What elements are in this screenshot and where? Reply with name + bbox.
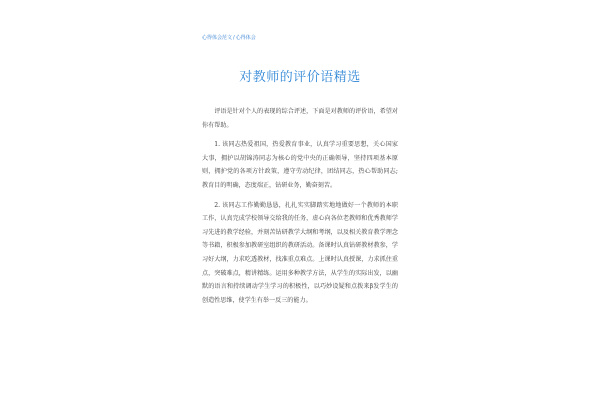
breadcrumb-link-current[interactable]: 心得体会 — [235, 35, 256, 41]
paragraph-item-1: 1. 该同志热爱祖国，热爱教育事业，认真学习重要思想，关心国家大事，拥护以胡锦涛同志为核心的党中央的正确领导，坚持四项基本原则，拥护党的各项方针政策，遵守劳动纪律，团结同志，热心帮助同志;教育目的明确，态度端正，钻研业务，勤奋刻苦。 — [202, 141, 398, 189]
breadcrumb — [202, 34, 256, 41]
breadcrumb-link-parent[interactable]: 心得体会范文 — [202, 35, 233, 41]
paragraph-item-2: 2. 该同志工作勤勤恳恳，扎扎实实脚踏实地地做好一个教师的本职工作，认真完成学校领导交给我的任务，虚心向各位老教师和优秀教师学习先进的教学经验，并刻苦钻研教学大纲和考纲，以及相关教育教学理念等书籍，积极参加教研室组织的教研活动。备课时认真钻研教材教参，学习好大纲，力求吃透教材，找准重点难点。上课时认真授课，力求抓住重点，突破难点，精讲精练。运用多种教学方法，从学生的实际出发，以幽默的语言和持续调动学生学习的积极性，以巧妙设疑和点拨来β发学生的创造性思维，使学生有举一反三的能力。 — [202, 201, 398, 304]
article-body — [202, 105, 398, 313]
intro-paragraph: 评语是针对个人的表现的综合评述，下面是对教师的评价语，希望对你有帮助。 — [202, 108, 398, 129]
breadcrumb-separator: / — [233, 35, 235, 41]
page-title: 对教师的评价语精选 — [239, 70, 361, 85]
